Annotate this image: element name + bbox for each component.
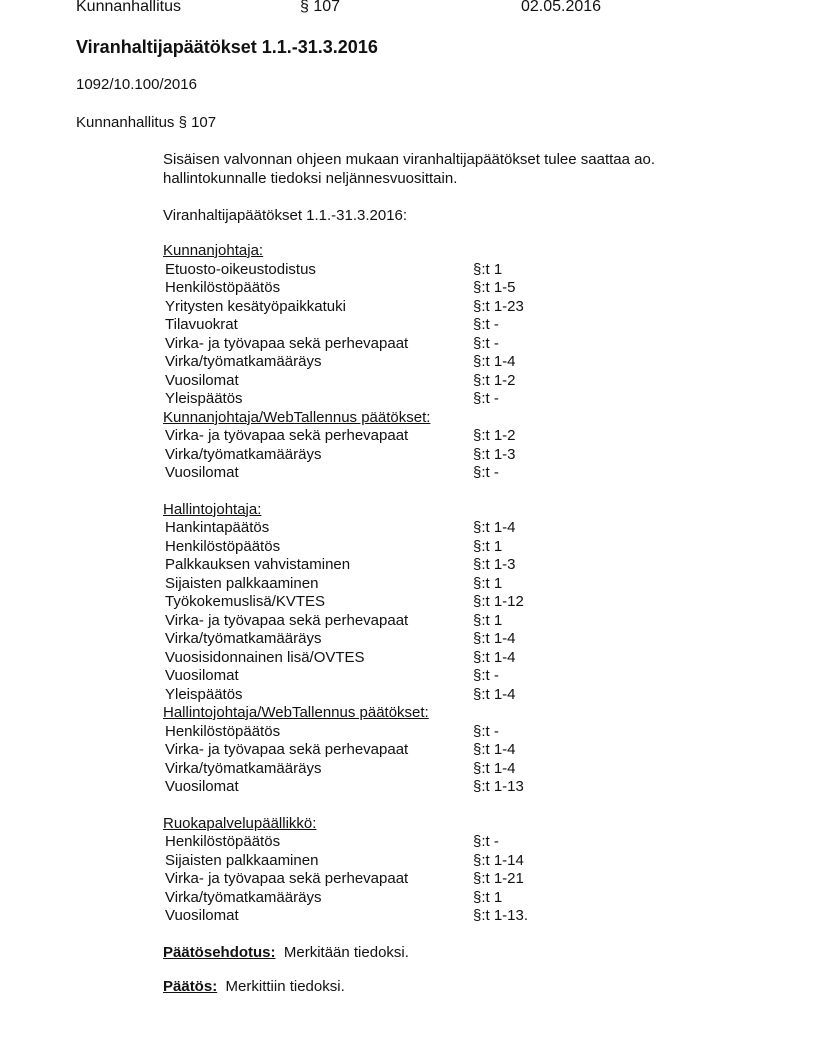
item-name: Vuosilomat <box>165 371 239 389</box>
list-item <box>163 390 763 409</box>
intro-line-1: Sisäisen valvonnan ohjeen mukaan viranhaltijapäätökset tulee saattaa ao. <box>163 151 655 168</box>
item-section-ref: §:t - <box>473 316 499 333</box>
item-section-ref: §:t 1-5 <box>473 279 516 296</box>
item-name: Etuosto-oikeustodistus <box>165 260 316 278</box>
item-section-ref: §:t - <box>473 833 499 850</box>
list-item <box>163 889 763 908</box>
item-name: Työkokemuslisä/KVTES <box>165 593 326 610</box>
item-section-ref: §:t - <box>473 722 499 740</box>
list-item <box>163 261 763 280</box>
list-item <box>163 575 763 594</box>
list-item <box>163 279 763 298</box>
item-name: Virka- ja työvapaa sekä perhevapaat <box>165 334 409 352</box>
item-name: Vuosilomat <box>165 464 239 481</box>
item-section-ref: §:t 1-4 <box>473 685 516 703</box>
item-section-ref: §:t 1-2 <box>473 427 516 444</box>
item-name: Yleispäätös <box>165 685 243 703</box>
item-name: Virka- ja työvapaa sekä perhevapaat <box>165 611 409 629</box>
intro-line-2: hallintokunnalle tiedoksi neljännesvuosittain. <box>163 170 458 187</box>
list-item <box>163 852 763 871</box>
page-title: Viranhaltijapäätökset 1.1.-31.3.2016 <box>76 37 378 57</box>
item-section-ref: §:t 1-13 <box>473 778 524 795</box>
item-section-ref: §:t 1 <box>473 260 503 278</box>
list-item <box>163 556 763 575</box>
list-item <box>163 778 763 797</box>
decision-label: Päätös: <box>163 977 218 995</box>
list-item <box>163 907 763 926</box>
item-name: Virka- ja työvapaa sekä perhevapaat <box>165 427 409 444</box>
list-item <box>163 298 763 317</box>
header-body: Kunnanhallitus <box>76 0 181 15</box>
item-section-ref: §:t 1-14 <box>473 851 524 869</box>
list-item <box>163 372 763 391</box>
group-heading: Kunnanjohtaja/WebTallennus päätökset: <box>163 408 431 426</box>
item-name: Palkkauksen vahvistaminen <box>165 556 351 573</box>
item-name: Vuosilomat <box>165 907 239 924</box>
list-item <box>163 686 763 705</box>
item-section-ref: §:t - <box>473 390 499 407</box>
decision <box>163 977 763 996</box>
list-item <box>163 630 763 649</box>
item-name: Sijaisten palkkaaminen <box>165 574 319 592</box>
item-name: Yleispäätös <box>165 390 243 407</box>
item-name: Virka- ja työvapaa sekä perhevapaat <box>165 741 409 758</box>
item-section-ref: §:t 1-13. <box>473 907 529 924</box>
item-section-ref: §:t 1-21 <box>473 870 524 887</box>
item-section-ref: §:t 1 <box>473 611 503 629</box>
item-section-ref: §:t 1-4 <box>473 648 516 666</box>
decision-text: Merkittiin tiedoksi. <box>225 977 345 995</box>
item-name: Virka- ja työvapaa sekä perhevapaat <box>165 870 409 887</box>
list-item <box>163 649 763 668</box>
proposal-label: Päätösehdotus: <box>163 943 276 961</box>
list-item <box>163 464 763 483</box>
item-section-ref: §:t 1-12 <box>473 593 524 610</box>
group-heading: Hallintojohtaja/WebTallennus päätökset: <box>163 704 429 721</box>
item-name: Virka/työmatkamääräys <box>165 888 322 906</box>
item-section-ref: §:t 1-4 <box>473 741 516 758</box>
item-name: Vuosilomat <box>165 667 239 684</box>
item-name: Virka/työmatkamääräys <box>165 759 322 777</box>
list-item <box>163 446 763 465</box>
item-name: Henkilöstöpäätös <box>165 279 281 296</box>
list-item <box>163 612 763 631</box>
list-item <box>163 760 763 779</box>
item-section-ref: §:t 1-3 <box>473 556 516 573</box>
item-name: Henkilöstöpäätös <box>165 537 281 555</box>
section-reference: Kunnanhallitus § 107 <box>76 114 217 131</box>
group-heading: Hallintojohtaja: <box>163 500 262 518</box>
item-section-ref: §:t 1 <box>473 537 503 555</box>
header-date: 02.05.2016 <box>521 0 602 15</box>
list-item <box>163 667 763 686</box>
item-section-ref: §:t 1 <box>473 888 503 906</box>
list-item <box>163 427 763 446</box>
item-name: Hankintapäätös <box>165 519 270 536</box>
group-heading: Kunnanjohtaja: <box>163 242 264 259</box>
list-item <box>163 741 763 760</box>
item-section-ref: §:t - <box>473 464 499 481</box>
item-section-ref: §:t - <box>473 667 499 684</box>
proposal <box>163 943 763 962</box>
item-section-ref: §:t 1-23 <box>473 297 524 315</box>
item-section-ref: §:t 1-4 <box>473 759 516 777</box>
item-name: Yritysten kesätyöpaikkatuki <box>165 297 346 315</box>
list-item <box>163 353 763 372</box>
item-name: Virka/työmatkamääräys <box>165 445 322 463</box>
item-section-ref: §:t 1-4 <box>473 519 516 536</box>
list-item <box>163 335 763 354</box>
item-section-ref: §:t 1-4 <box>473 630 516 647</box>
list-item <box>163 870 763 889</box>
item-name: Henkilöstöpäätös <box>165 833 281 850</box>
item-name: Tilavuokrat <box>165 316 238 333</box>
document-body <box>163 150 763 996</box>
list-item <box>163 833 763 852</box>
list-item <box>163 316 763 335</box>
item-name: Virka/työmatkamääräys <box>165 353 322 370</box>
list-item <box>163 593 763 612</box>
item-section-ref: §:t 1-4 <box>473 353 516 370</box>
item-name: Virka/työmatkamääräys <box>165 630 322 647</box>
item-name: Vuosisidonnainen lisä/OVTES <box>165 648 365 666</box>
item-section-ref: §:t 1-3 <box>473 445 516 463</box>
proposal-text: Merkitään tiedoksi. <box>283 943 409 961</box>
list-item <box>163 723 763 742</box>
item-section-ref: §:t - <box>473 334 499 352</box>
record-id: 1092/10.100/2016 <box>76 76 197 93</box>
item-name: Vuosilomat <box>165 778 239 795</box>
item-section-ref: §:t 1-2 <box>473 371 516 389</box>
group-heading: Ruokapalvelupäällikkö: <box>163 814 317 832</box>
item-name: Sijaisten palkkaaminen <box>165 851 319 869</box>
period-line: Viranhaltijapäätökset 1.1.-31.3.2016: <box>163 207 408 224</box>
item-name: Henkilöstöpäätös <box>165 722 281 740</box>
list-item <box>163 538 763 557</box>
item-section-ref: §:t 1 <box>473 574 503 592</box>
decision-groups <box>163 242 763 926</box>
header-section: § 107 <box>300 0 341 15</box>
list-item <box>163 519 763 538</box>
